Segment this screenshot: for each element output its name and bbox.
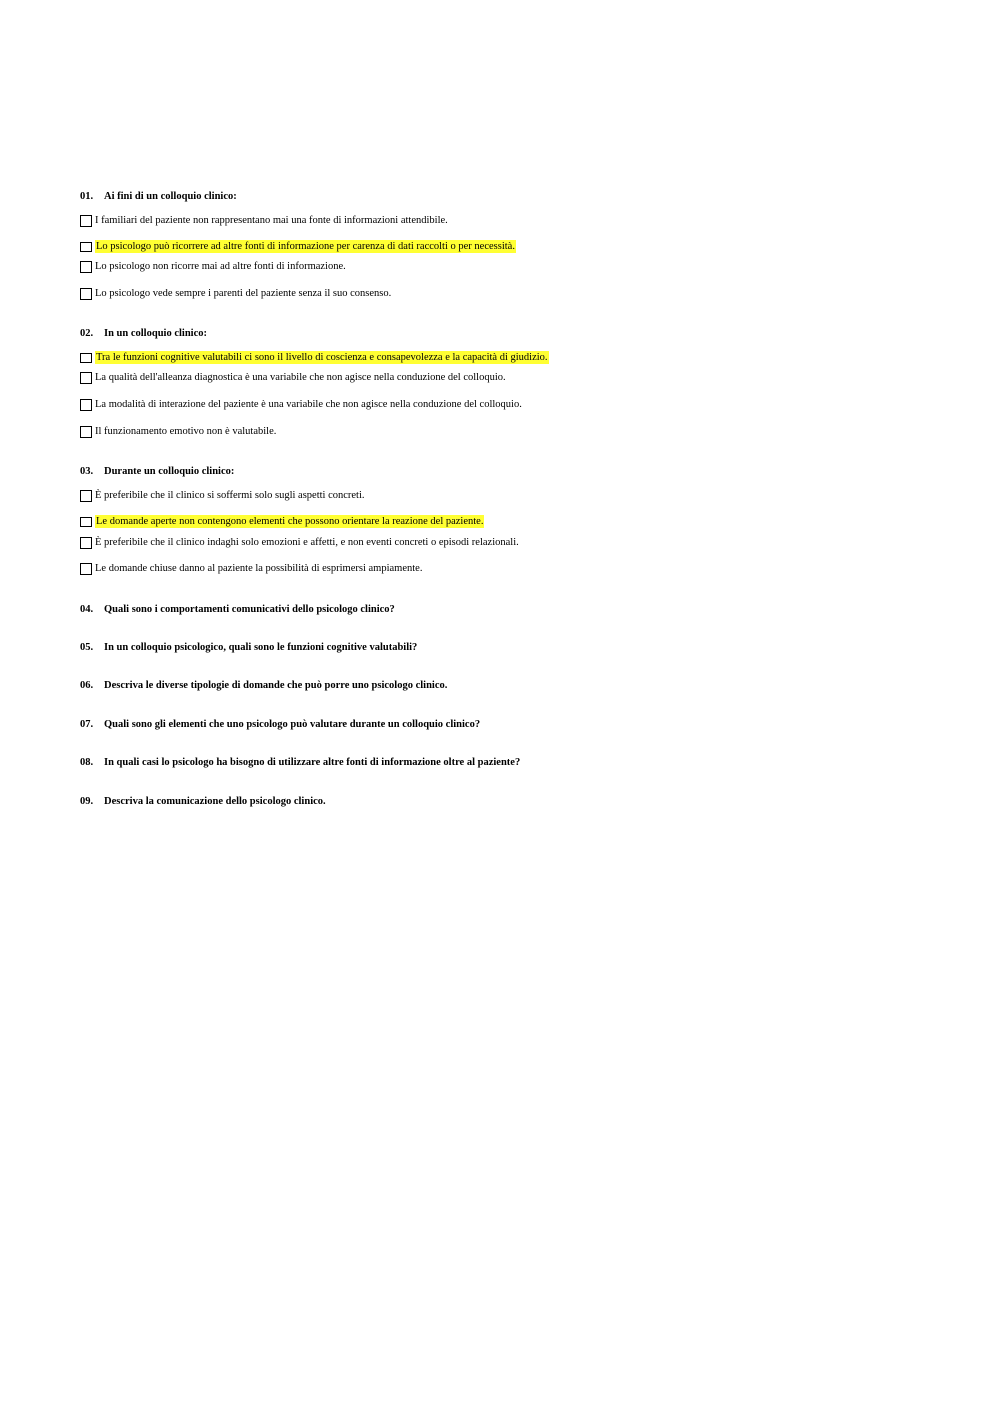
checkbox[interactable] xyxy=(80,399,92,411)
question-text: Quali sono i comportamenti comunicativi dello psicologo clinico? xyxy=(104,604,395,615)
question-01-option-2[interactable] xyxy=(80,240,516,253)
question-number: 01. xyxy=(80,191,94,202)
question-09-title xyxy=(80,795,326,808)
question-04-title xyxy=(80,603,395,616)
option-text: Il funzionamento emotivo non è valutabile. xyxy=(95,426,277,437)
checkbox[interactable] xyxy=(80,490,92,502)
checkbox[interactable] xyxy=(80,215,92,227)
question-number: 02. xyxy=(80,328,94,339)
option-text-highlighted: Lo psicologo può ricorrere ad altre fonti di informazione per carenza di dati raccolti o per necessità. xyxy=(96,241,515,252)
checkbox[interactable] xyxy=(80,563,92,575)
option-text: I familiari del paziente non rappresentano mai una fonte di informazioni attendibile. xyxy=(95,215,448,226)
question-03-option-1[interactable] xyxy=(80,489,365,502)
question-number: 05. xyxy=(80,642,94,653)
question-number: 06. xyxy=(80,680,94,691)
option-text: È preferibile che il clinico indaghi solo emozioni e affetti, e non eventi concreti o episodi relazionali. xyxy=(95,537,519,548)
checkbox[interactable] xyxy=(80,537,92,549)
checkbox[interactable] xyxy=(80,426,92,438)
checkbox[interactable] xyxy=(80,288,92,300)
question-03-title xyxy=(80,465,234,478)
question-03-option-4[interactable] xyxy=(80,562,422,575)
question-01-option-1[interactable] xyxy=(80,214,448,227)
question-number: 03. xyxy=(80,466,94,477)
option-text: Lo psicologo vede sempre i parenti del paziente senza il suo consenso. xyxy=(95,288,392,299)
checkbox[interactable] xyxy=(80,242,92,252)
question-text: Durante un colloquio clinico: xyxy=(104,466,235,477)
checkbox[interactable] xyxy=(80,372,92,384)
question-02-option-4[interactable] xyxy=(80,425,276,438)
option-text: La modalità di interazione del paziente è una variabile che non agisce nella conduzione del colloquio. xyxy=(95,399,522,410)
question-01-title xyxy=(80,190,237,203)
question-text: In quali casi lo psicologo ha bisogno di utilizzare altre fonti di informazione oltre al paziente? xyxy=(104,757,521,768)
question-text: Ai fini di un colloquio clinico: xyxy=(104,191,237,202)
checkbox[interactable] xyxy=(80,261,92,273)
question-02-option-3[interactable] xyxy=(80,398,522,411)
option-text-highlighted: Tra le funzioni cognitive valutabili ci sono il livello di coscienza e consapevolezza e la capacità di giudizio. xyxy=(96,352,548,363)
question-05-title xyxy=(80,641,417,654)
question-number: 04. xyxy=(80,604,94,615)
option-text: La qualità dell'alleanza diagnostica è una variabile che non agisce nella conduzione del colloquio. xyxy=(95,372,506,383)
question-01-option-3[interactable] xyxy=(80,260,346,273)
checkbox[interactable] xyxy=(80,353,92,363)
question-02-option-2[interactable] xyxy=(80,371,506,384)
question-text: In un colloquio psicologico, quali sono le funzioni cognitive valutabili? xyxy=(104,642,418,653)
option-text: È preferibile che il clinico si soffermi solo sugli aspetti concreti. xyxy=(95,490,365,501)
question-08-title xyxy=(80,756,520,769)
option-text-highlighted: Le domande aperte non contengono elementi che possono orientare la reazione del paziente. xyxy=(96,516,484,527)
question-03-option-3[interactable] xyxy=(80,536,519,549)
question-07-title xyxy=(80,718,480,731)
question-02-title xyxy=(80,327,207,340)
option-text: Le domande chiuse danno al paziente la possibilità di esprimersi ampiamente. xyxy=(95,563,423,574)
question-text: Quali sono gli elementi che uno psicologo può valutare durante un colloquio clinico? xyxy=(104,719,481,730)
question-number: 09. xyxy=(80,796,94,807)
question-text: Descriva la comunicazione dello psicologo clinico. xyxy=(104,796,326,807)
question-01-option-4[interactable] xyxy=(80,287,391,300)
question-03-option-2[interactable] xyxy=(80,515,484,528)
option-text: Lo psicologo non ricorre mai ad altre fonti di informazione. xyxy=(95,261,346,272)
question-number: 08. xyxy=(80,757,94,768)
question-number: 07. xyxy=(80,719,94,730)
question-06-title xyxy=(80,679,447,692)
question-text: In un colloquio clinico: xyxy=(104,328,207,339)
checkbox[interactable] xyxy=(80,517,92,527)
question-02-option-1[interactable] xyxy=(80,351,549,364)
question-text: Descriva le diverse tipologie di domande che può porre uno psicologo clinico. xyxy=(104,680,448,691)
